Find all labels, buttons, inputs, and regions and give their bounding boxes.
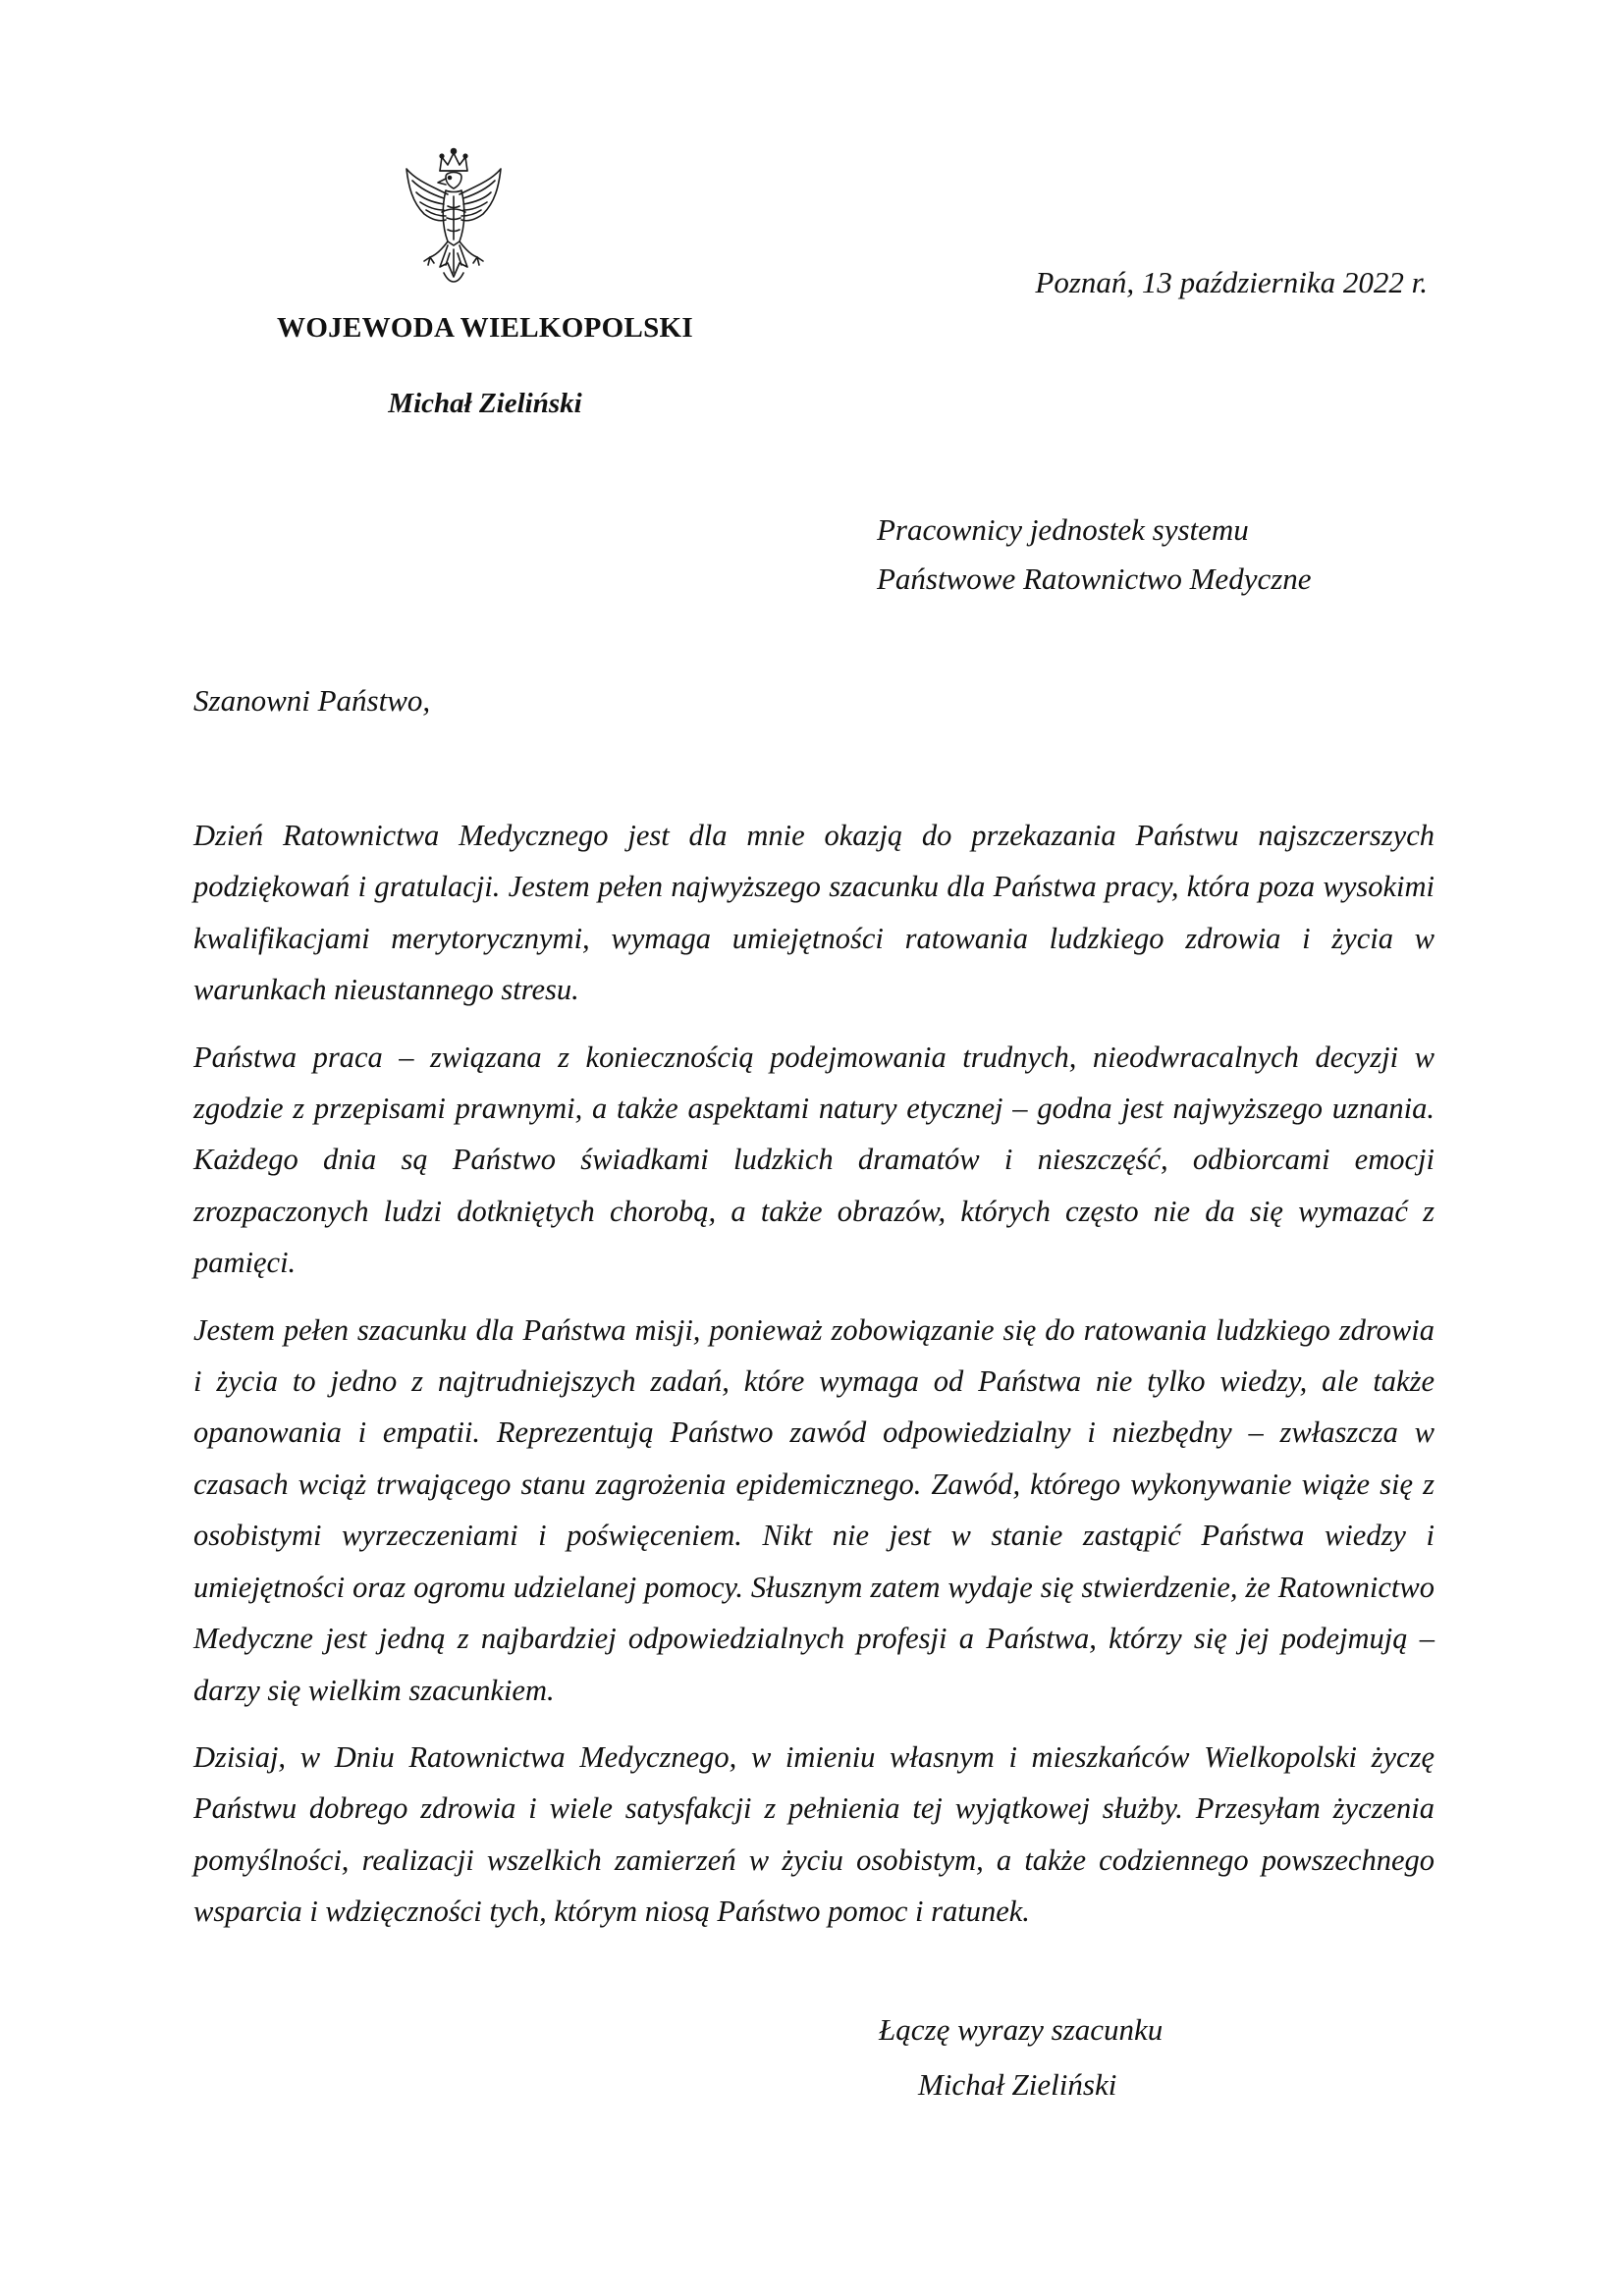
signature-name: Michał Zieliński — [918, 2067, 1117, 2102]
date-line: Poznań, 13 października 2022 r. — [1035, 265, 1428, 299]
body-paragraph: Dzisiaj, w Dniu Ratownictwa Medycznego, w imieniu własnym i mieszkańców Wielkopolski życzę Państwu dobrego zdrowia i wiele satysfakcji z pełnienia tej wyjątkowej służby. Przesyłam życzenia pomyślności, realizacji wszelkich zamierzeń w życiu osobistym, a także codziennego powszechnego wsparcia i wdzięczności tych, którym niosą Państwo pomoc i ratunek. — [193, 1739, 1435, 1929]
recipient-block — [877, 506, 1312, 604]
body-paragraph: Dzień Ratownictwa Medycznego jest dla mnie okazją do przekazania Państwu najszczerszych podziękowań i gratulacji. Jestem pełen najwyższego szacunku dla Państwa pracy, która poza wysokimi kwalifikacjami merytorycznymi, wymaga umiejętności ratowania ludzkiego zdrowia i życia w warunkach nieustannego stresu. — [193, 819, 1435, 1007]
body-paragraph: Państwa praca – związana z koniecznością podejmowania trudnych, nieodwracalnych decyzji w zgodzie z przepisami prawnymi, a także aspektami natury etycznej – godna jest najwyższego uznania. Każdego dnia są Państwo świadkami ludzkich dramatów i nieszczęść, odbiorcami emocji zrozpaczonych ludzi dotkniętych chorobą, a także obrazów, których często nie da się wymazać z pamięci. — [193, 1040, 1435, 1280]
issuer-title: WOJEWODA WIELKOPOLSKI — [277, 312, 693, 344]
issuer-name: Michał Zieliński — [388, 388, 582, 419]
salutation: Szanowni Państwo, — [193, 683, 431, 718]
body-paragraph: Jestem pełen szacunku dla Państwa misji, ponieważ zobowiązanie się do ratowania ludzkiego zdrowia i życia to jedno z najtrudniejszych zadań, które wymaga od Państwa nie tylko wiedzy, ale także opanowania i empatii. Reprezentują Państwo zawód odpowiedzialny i niezbędny – zwłaszcza w czasach wciąż trwającego stanu zagrożenia epidemicznego. Zawód, którego wykonywanie wiąże się z osobistymi wyrzeczeniami i poświęceniem. Nikt nie jest w stanie zastąpić Państwa wiedzy i umiejętności oraz ogromu udzielanej pomocy. Słusznym zatem wydaje się stwierdzenie, że Ratownictwo Medyczne jest jedną z najbardziej odpowiedzialnych profesji a Państwa, którzy się jej podejmują – darzy się wielkim szacunkiem. — [193, 1312, 1435, 1707]
polish-eagle-emblem-icon — [403, 147, 505, 291]
letter-body — [193, 810, 1435, 1953]
closing-block — [879, 2002, 1163, 2112]
closing-line: Łączę wyrazy szacunku — [879, 2012, 1164, 2047]
recipient-line: Pracownicy jednostek systemu — [877, 512, 1249, 547]
recipient-line: Państwowe Ratownictwo Medyczne — [877, 561, 1312, 596]
